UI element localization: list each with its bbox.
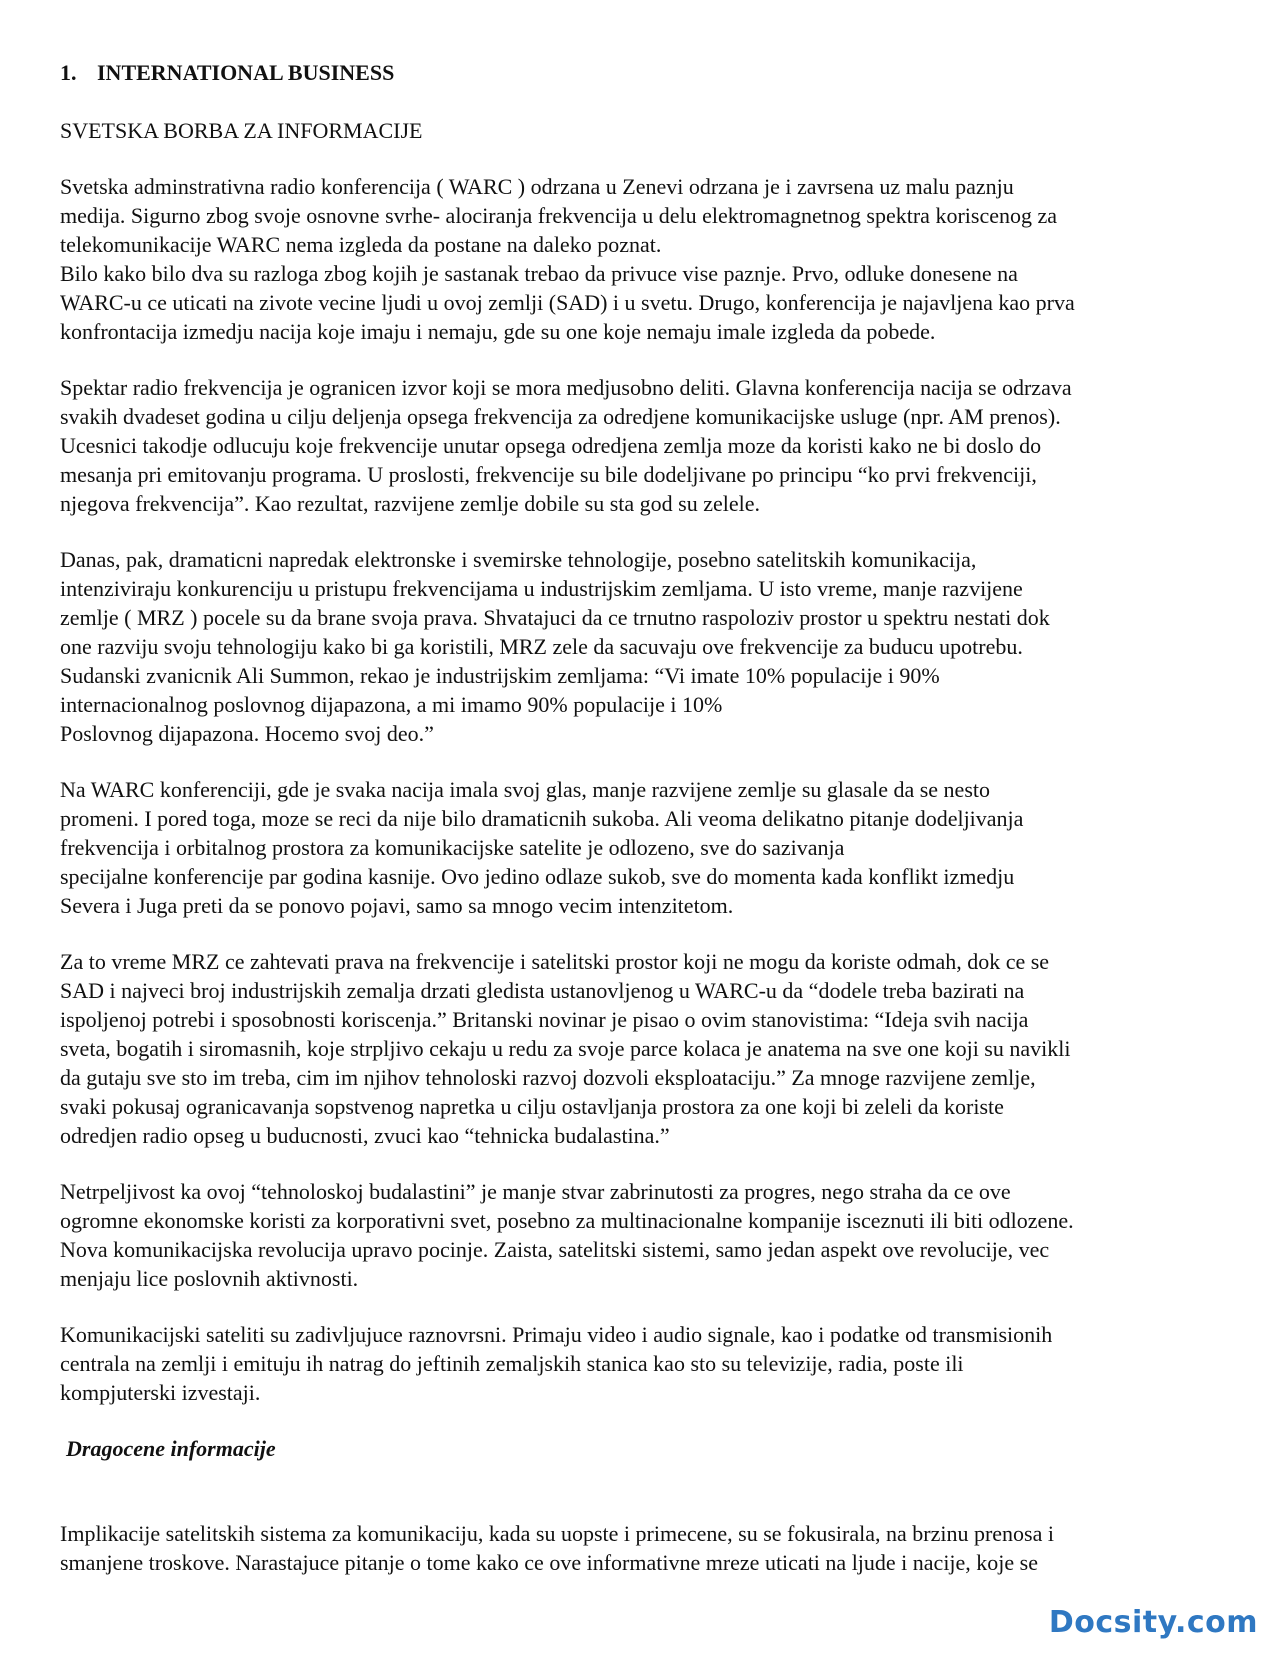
paragraph [60,545,1230,748]
heading-title: INTERNATIONAL BUSINESS [97,60,395,85]
text-line: specijalne konferencije par godina kasnije. Ovo jedino odlaze sukob, sve do momenta kada konflikt izmedju [60,864,1015,889]
text-line: kompjuterski izvestaji. [60,1380,261,1405]
text-line: mesanja pri emitovanju programa. U proslosti, frekvencije su bile dodeljivane po principu “ko prvi frekvenciji, [60,462,1037,487]
text-line: promeni. I pored toga, moze se reci da nije bilo dramaticnih sukoba. Ali veoma delikatno pitanje dodeljivanja [60,806,1024,831]
paragraph [60,172,1230,259]
text-line: Netrpeljivost ka ovoj “tehnoloskoj budalastini” je manje stvar zabrinutosti za progres, nego straha da ce ove [60,1179,1011,1204]
section-heading: Dragocene informacije [66,1436,276,1461]
paragraph [60,947,1230,1150]
text-line: frekvencija i orbitalnog prostora za komunikacijske satelite je odlozeno, sve do sazivanja [60,835,845,860]
paragraph [60,1177,1230,1293]
text-line: svaki pokusaj ogranicavanja sopstvenog napretka u cilju ostavljanja prostora za one koji bi zeleli da koriste [60,1094,1004,1119]
paragraph [60,373,1230,518]
text-line: njegova frekvencija”. Kao rezultat, razvijene zemlje dobile su sta god su zelele. [60,491,761,516]
text-line: Danas, pak, dramaticni napredak elektronske i svemirske tehnologije, posebno satelitskih komunikacija, [60,547,977,572]
docsity-watermark: Docsity.com [1048,1605,1258,1640]
text-line: Bilo kako bilo dva su razloga zbog kojih je sastanak trebao da privuce vise paznje. Prvo, odluke donesene na [60,261,1018,286]
text-line: Za to vreme MRZ ce zahtevati prava na frekvencije i satelitski prostor koji ne mogu da koriste odmah, dok ce se [60,949,1050,974]
text-line: Ucesnici takodje odlucuju koje frekvencije unutar opsega odredjena zemlja moze da koristi kako ne bi doslo do [60,433,1042,458]
document-page [60,58,1230,1577]
text-line: Svetska adminstrativna radio konferencija ( WARC ) odrzana u Zenevi odrzana je i zavrsena uz malu paznju [60,174,1014,199]
paragraph [60,259,1230,346]
text-line: menjaju lice poslovnih aktivnosti. [60,1266,359,1291]
text-line: telekomunikacije WARC nema izgleda da postane na daleko poznat. [60,232,662,257]
text-line: ispoljenoj potrebi i sposobnosti koriscenja.” Britanski novinar je pisao o ovim stanovistima: “Ideja svih nacija [60,1007,1029,1032]
text-line: medija. Sigurno zbog svoje osnovne svrhe- alociranja frekvencija u delu elektromagnetnog spektra koriscenog za [60,203,1058,228]
text-line: svakih dvadeset godina u cilju deljenja opsega frekvencija za odredjene komunikacijske usluge (npr. AM prenos). [60,404,1061,429]
text-line: Implikacije satelitskih sistema za komunikaciju, kada su uopste i primecene, su se fokusirala, na brzinu prenosa i [60,1521,1054,1546]
text-line: konfrontacija izmedju nacija koje imaju i nemaju, gde su one koje nemaju imale izgleda da pobede. [60,319,936,344]
text-line: Severa i Juga preti da se ponovo pojavi, samo sa mnogo vecim intenzitetom. [60,893,734,918]
heading-number: 1. [60,60,77,85]
text-line: smanjene troskove. Narastajuce pitanje o tome kako ce ove informativne mreze uticati na ljude i nacije, koje se [60,1550,1039,1575]
text-line: internacionalnog poslovnog dijapazona, a mi imamo 90% populacije i 10% [60,692,723,717]
document-subtitle: SVETSKA BORBA ZA INFORMACIJE [60,118,423,143]
text-line: Komunikacijski sateliti su zadivljujuce raznovrsni. Primaju video i audio signale, kao i podatke od transmisionih [60,1322,1053,1347]
text-line: Sudanski zvanicnik Ali Summon, rekao je industrijskim zemljama: “Vi imate 10% populacije i 90% [60,663,940,688]
text-line: WARC-u ce uticati na zivote vecine ljudi u ovoj zemlji (SAD) i u svetu. Drugo, konferencija je najavljena kao prva [60,290,1075,315]
text-line: one razviju svoju tehnologiju kako bi ga koristili, MRZ zele da sacuvaju ove frekvencije za buducu upotrebu. [60,634,1023,659]
text-line: zemlje ( MRZ ) pocele su da brane svoja prava. Shvatajuci da ce trnutno raspoloziv prostor u spektru nestati dok [60,605,1050,630]
text-line: centrala na zemlji i emituju ih natrag do jeftinih zemaljskih stanica kao sto su televizije, radia, poste ili [60,1351,964,1376]
text-line: sveta, bogatih i siromasnih, koje strpljivo cekaju u redu za svoje parce kolaca je anatema na sve one koji su navikli [60,1036,1071,1061]
paragraph [60,1519,1230,1577]
text-line: Na WARC konferenciji, gde je svaka nacija imala svoj glas, manje razvijene zemlje su glasale da se nesto [60,777,990,802]
text-line: ogromne ekonomske koristi za korporativni svet, posebno za multinacionalne kompanije isceznuti ili biti odlozene. [60,1208,1074,1233]
text-line: Poslovnog dijapazona. Hocemo svoj deo.” [60,721,434,746]
paragraph [60,775,1230,920]
document-heading [60,58,1230,87]
text-line: da gutaju sve sto im treba, cim im njihov tehnoloski razvoj dozvoli eksploataciju.” Za mnoge razvijene zemlje, [60,1065,1036,1090]
text-line: intenziviraju konkurenciju u pristupu frekvencijama u industrijskim zemljama. U isto vreme, manje razvijene [60,576,1023,601]
paragraph [60,1320,1230,1407]
text-line: SAD i najveci broj industrijskih zemalja drzati gledista ustanovljenog u WARC-u da “dodele treba bazirati na [60,978,1025,1003]
text-line: Nova komunikacijska revolucija upravo pocinje. Zaista, satelitski sistemi, samo jedan aspekt ove revolucije, vec [60,1237,1050,1262]
text-line: Spektar radio frekvencija je ogranicen izvor koji se mora medjusobno deliti. Glavna konferencija nacija se odrzava [60,375,1072,400]
text-line: odredjen radio opseg u buducnosti, zvuci kao “tehnicka budalastina.” [60,1123,670,1148]
